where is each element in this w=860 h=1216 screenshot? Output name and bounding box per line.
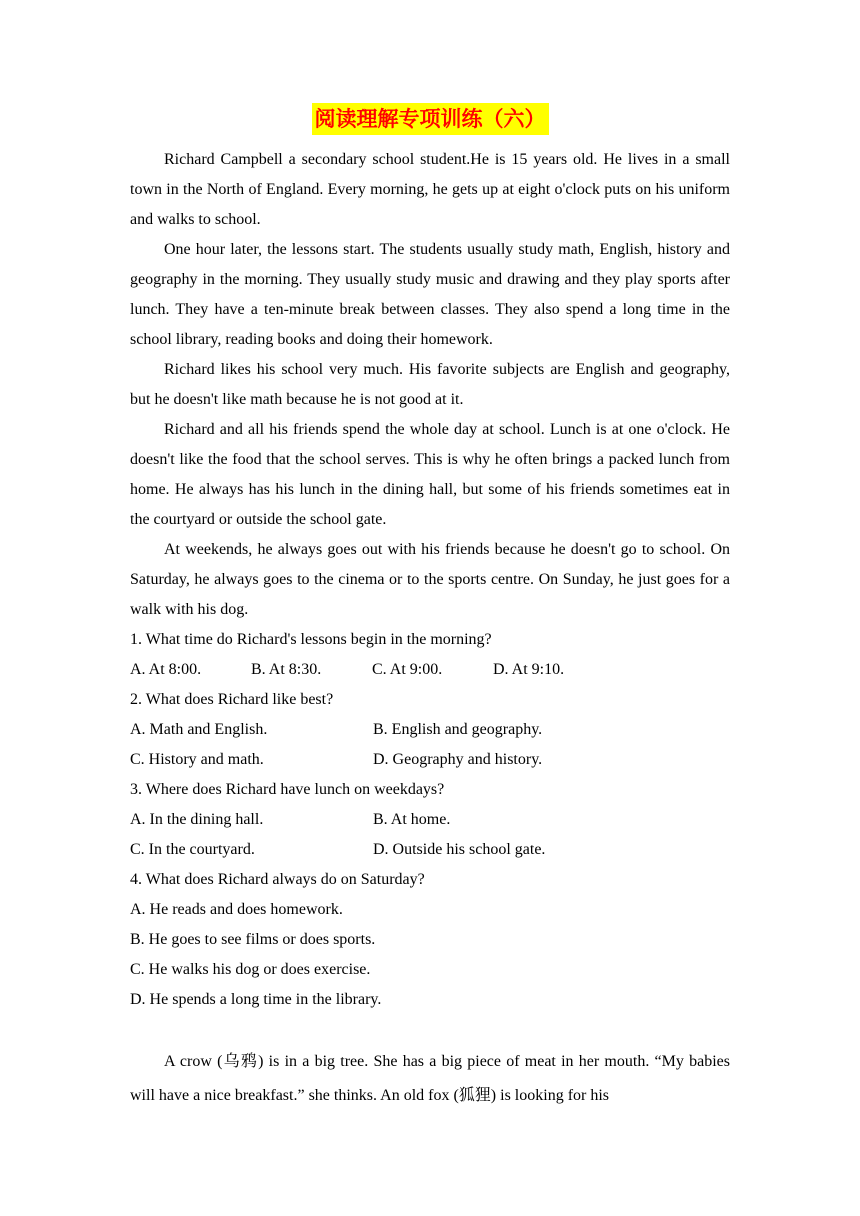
- question-2-options-row-1: [130, 715, 730, 745]
- section-gap: [130, 1015, 730, 1045]
- question-2-option-b: B. English and geography.: [373, 721, 543, 738]
- question-3-option-a: A. In the dining hall.: [130, 811, 264, 828]
- question-2-option-a: A. Math and English.: [130, 721, 268, 738]
- question-3-stem: 3. Where does Richard have lunch on weekdays?: [130, 781, 445, 798]
- document-body: [130, 145, 730, 1113]
- page-title: 阅读理解专项训练（六）: [312, 103, 549, 135]
- question-1-options: [130, 655, 730, 685]
- question-3-options-row-2: [130, 835, 730, 865]
- question-4-option-d: D. He spends a long time in the library.: [130, 991, 382, 1008]
- question-1-option-b: B. At 8:30.: [251, 661, 322, 678]
- question-3-options-row-1: [130, 805, 730, 835]
- question-2-option-d: D. Geography and history.: [373, 751, 543, 768]
- question-1-option-d: D. At 9:10.: [493, 661, 565, 678]
- question-1-option-a: A. At 8:00.: [130, 661, 202, 678]
- question-4-option-c: C. He walks his dog or does exercise.: [130, 961, 371, 978]
- passage1-paragraph-3: Richard likes his school very much. His favorite subjects are English and geography, but he doesn't like math because he is not good at it.: [130, 361, 730, 408]
- question-4-stem: 4. What does Richard always do on Saturday?: [130, 871, 425, 888]
- question-2-options-row-2: [130, 745, 730, 775]
- passage1-paragraph-2: One hour later, the lessons start. The students usually study math, English, history and geography in the morning. They usually study music and drawing and they play sports after lunch. They have a ten-minute break between classes. They also spend a long time in the school library, reading books and doing their homework.: [130, 241, 730, 348]
- question-4-option-b: B. He goes to see films or does sports.: [130, 931, 376, 948]
- question-3-option-c: C. In the courtyard.: [130, 841, 255, 858]
- passage2-paragraph-1: A crow (乌鸦) is in a big tree. She has a big piece of meat in her mouth. “My babies will have a nice breakfast.” she thinks. An old fox (狐狸) is looking for his: [130, 1053, 730, 1104]
- passage1-paragraph-4: Richard and all his friends spend the whole day at school. Lunch is at one o'clock. He doesn't like the food that the school serves. This is why he often brings a packed lunch from home. He always has his lunch in the dining hall, but some of his friends sometimes eat in the courtyard or outside the school gate.: [130, 421, 730, 528]
- passage1-paragraph-5: At weekends, he always goes out with his friends because he doesn't go to school. On Saturday, he always goes to the cinema or to the sports centre. On Sunday, he just goes for a walk with his dog.: [130, 541, 730, 618]
- question-2-option-c: C. History and math.: [130, 751, 264, 768]
- passage1-paragraph-1: Richard Campbell a secondary school student.He is 15 years old. He lives in a small town in the North of England. Every morning, he gets up at eight o'clock puts on his uniform and walks to school.: [130, 151, 730, 228]
- question-4-option-a: A. He reads and does homework.: [130, 901, 343, 918]
- question-1-stem: 1. What time do Richard's lessons begin in the morning?: [130, 631, 492, 648]
- question-3-option-d: D. Outside his school gate.: [373, 841, 546, 858]
- question-2-stem: 2. What does Richard like best?: [130, 691, 334, 708]
- question-1-option-c: C. At 9:00.: [372, 661, 443, 678]
- title-container: [0, 103, 860, 135]
- question-3-option-b: B. At home.: [373, 811, 451, 828]
